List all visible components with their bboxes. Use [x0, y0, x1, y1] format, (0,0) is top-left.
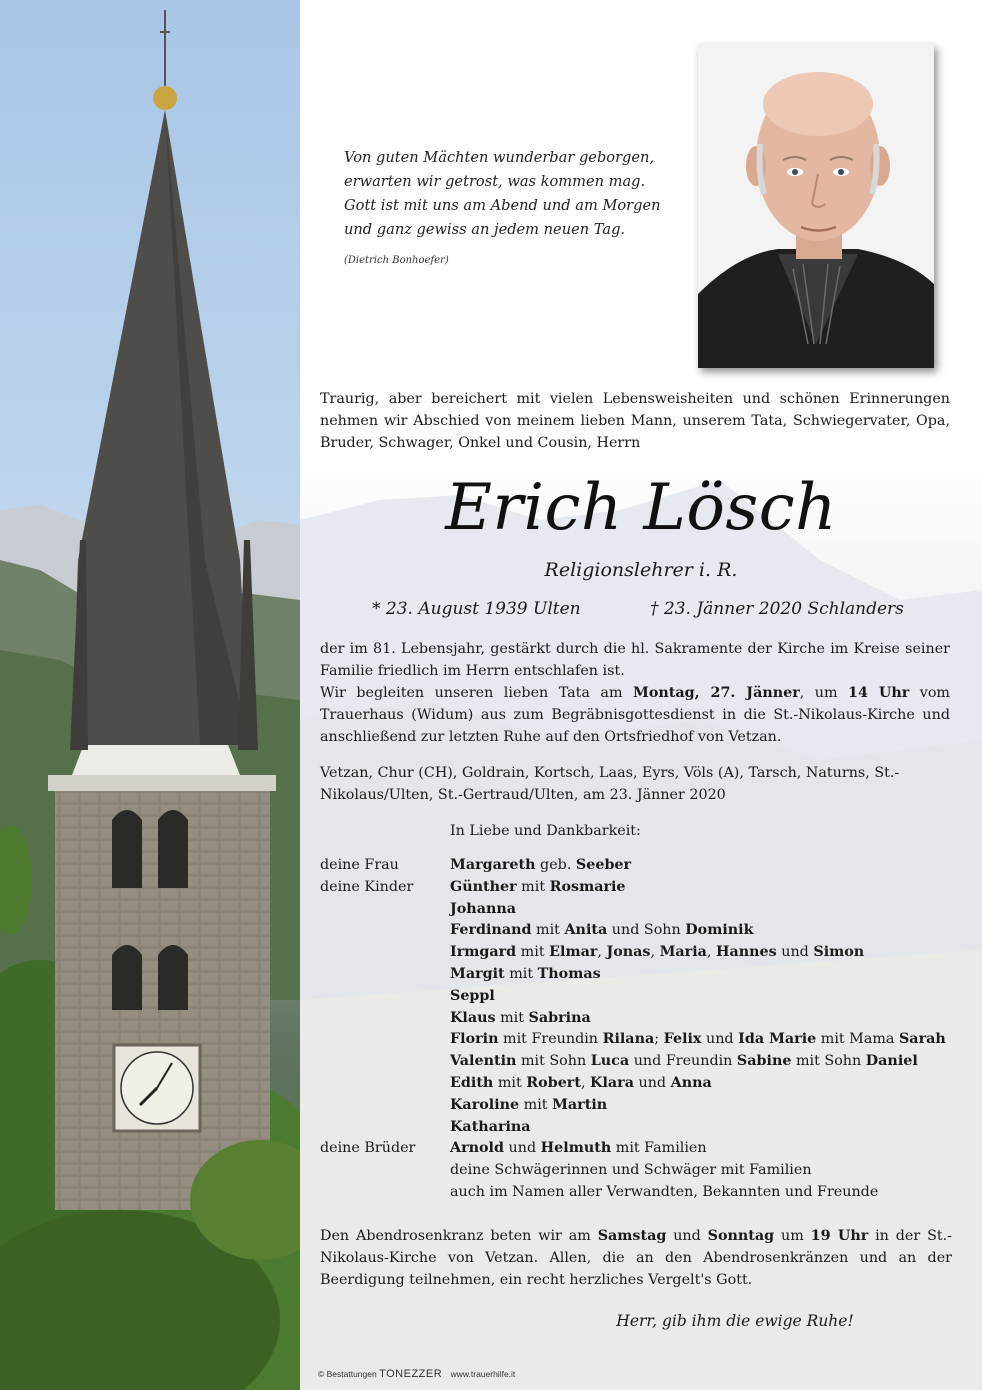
connector: ; — [654, 1031, 664, 1048]
relative-row — [320, 920, 960, 942]
relative-label-empty — [320, 964, 450, 986]
relative-names — [450, 1073, 960, 1095]
relative-row — [320, 986, 960, 1008]
website-url: www.trauerhilfe.it — [450, 1369, 516, 1379]
death-date: † 23. Jänner 2020 Schlanders — [650, 599, 904, 619]
relative-row — [320, 1160, 960, 1182]
name: Thomas — [537, 965, 601, 982]
name: Sabrina — [528, 1009, 591, 1026]
name: Simon — [813, 944, 865, 961]
relative-row — [320, 1182, 960, 1204]
name: Luca — [590, 1053, 630, 1070]
name: Rosmarie — [549, 878, 626, 895]
connector: , — [580, 1074, 591, 1091]
closing-text: Den Abendrosenkranz beten wir am — [320, 1228, 598, 1244]
name: Klara — [590, 1074, 634, 1091]
connector: und Sohn — [607, 922, 686, 939]
name: Helmuth — [540, 1140, 612, 1157]
name: Elmar — [549, 944, 598, 961]
connector: mit — [519, 1096, 553, 1113]
quote-source: (Dietrich Bonhoefer) — [344, 255, 449, 266]
name: Katharina — [450, 1118, 531, 1135]
portrait-illustration — [698, 44, 934, 368]
name: Günther — [450, 878, 517, 895]
name: Margareth — [450, 857, 536, 873]
body-text-span: , um — [799, 685, 849, 701]
bible-quote — [344, 146, 684, 242]
name: Ida Marie — [738, 1031, 817, 1048]
name: Arnold — [450, 1140, 504, 1157]
name: Margit — [450, 965, 505, 982]
funeral-home-brand: TONEZZER — [379, 1368, 443, 1380]
connector: mit — [516, 878, 550, 895]
name: Hannes — [716, 944, 777, 961]
relative-names — [450, 964, 960, 986]
body-paragraph-1: der im 81. Lebensjahr, gestärkt durch die hl. Sakramente der Kirche im Kreise seiner Familie friedlich im Herrn entschlafen ist. — [320, 641, 950, 679]
places-and-date: Vetzan, Chur (CH), Goldrain, Kortsch, Laas, Eyrs, Völs (A), Tarsch, Naturns, St.-Nikolaus/Ulten, St.-Gertraud/Ulten, am 23. Jänner 2020 — [320, 765, 900, 803]
name: Robert — [526, 1074, 581, 1091]
deceased-title: Religionslehrer i. R. — [544, 559, 738, 581]
in-laws-line: deine Schwägerinnen und Schwäger mit Familien — [450, 1162, 812, 1179]
relative-label-empty — [320, 1182, 450, 1204]
relative-label-empty — [320, 899, 450, 921]
relative-row — [320, 964, 960, 986]
relative-label: deine Brüder — [320, 1140, 416, 1157]
name: Seppl — [450, 987, 495, 1004]
relative-row — [320, 1117, 960, 1139]
connector: geb. — [535, 857, 576, 873]
church-tower-illustration — [0, 0, 300, 1390]
name: Daniel — [865, 1053, 918, 1070]
connector: und — [633, 1074, 671, 1091]
birth-date: * 23. August 1939 Ulten — [372, 599, 581, 619]
relative-names — [450, 1138, 960, 1160]
relative-row — [320, 1073, 960, 1095]
body-text-span: Wir begleiten unseren lieben Tata am — [320, 685, 633, 701]
rosary-day-saturday: Samstag — [597, 1228, 667, 1244]
relative-row — [320, 1029, 960, 1051]
relative-label: deine Kinder — [320, 878, 414, 895]
relative-label-empty — [320, 1073, 450, 1095]
name: Sabine — [736, 1053, 792, 1070]
quote-line-1: Von guten Mächten wunderbar geborgen, — [344, 149, 655, 166]
connector: und Freundin — [629, 1053, 737, 1070]
quote-line-2: erwarten wir getrost, was kommen mag. — [344, 173, 646, 190]
relative-row — [320, 1138, 960, 1160]
name: Johanna — [450, 900, 517, 917]
relative-names — [450, 986, 960, 1008]
relative-label-empty — [320, 1117, 450, 1139]
closing-prayer: Herr, gib ihm die ewige Ruhe! — [616, 1312, 854, 1330]
relative-names — [450, 855, 960, 877]
connector: und — [776, 944, 814, 961]
connector: mit — [531, 922, 565, 939]
relative-row — [320, 1051, 960, 1073]
closing-paragraph — [320, 1225, 952, 1291]
relative-row — [320, 1095, 960, 1117]
connector: , — [650, 944, 660, 961]
gratitude-line: In Liebe und Dankbarkeit: — [450, 823, 641, 839]
relative-names — [450, 899, 960, 921]
name: Jonas — [606, 944, 651, 961]
connector: , — [706, 944, 716, 961]
relative-label-empty — [320, 1051, 450, 1073]
quote-line-3: Gott ist mit uns am Abend und am Morgen — [344, 197, 661, 214]
name: Irmgard — [450, 944, 517, 961]
connector: und — [701, 1031, 739, 1048]
funeral-time: 14 Uhr — [848, 685, 910, 701]
name: Seeber — [575, 857, 632, 873]
relative-label-empty — [320, 1095, 450, 1117]
footer — [318, 1368, 515, 1380]
relatives-list — [320, 855, 960, 1204]
relative-row — [320, 942, 960, 964]
funeral-day: Montag, 27. Jänner — [633, 685, 800, 701]
rosary-notice — [320, 1225, 952, 1291]
relative-label-empty — [320, 942, 450, 964]
name: Maria — [659, 944, 707, 961]
others-line: auch im Namen aller Verwandten, Bekannten und Freunde — [450, 1183, 879, 1200]
relative-names — [450, 1008, 960, 1030]
name: Sarah — [898, 1031, 946, 1048]
name: Karoline — [450, 1096, 520, 1113]
relative-row — [320, 855, 960, 877]
body-paragraph-2 — [320, 682, 950, 748]
deceased-name: Erich Lösch — [445, 471, 837, 545]
relative-label-empty — [320, 1160, 450, 1182]
relative-names — [450, 1117, 960, 1139]
intro-paragraph: Traurig, aber bereichert mit vielen Lebensweisheiten und schönen Erinnerungen nehmen wir Abschied von meinem lieben Mann, unserem Tata, Schwiegervater, Opa, Bruder, Schwager, Onkel und Cousin, Herrn — [320, 391, 950, 451]
rosary-time: 19 Uhr — [810, 1228, 869, 1244]
relative-label-empty — [320, 986, 450, 1008]
relative-row — [320, 1008, 960, 1030]
name: Rilana — [602, 1031, 655, 1048]
name: Edith — [450, 1074, 494, 1091]
relative-label-empty — [320, 1008, 450, 1030]
connector: mit Sohn — [791, 1053, 866, 1070]
name: Florin — [450, 1031, 499, 1048]
connector: mit Mama — [816, 1031, 899, 1048]
relative-names — [450, 942, 960, 964]
connector: mit — [516, 944, 550, 961]
relative-names — [450, 1095, 960, 1117]
relative-label-empty — [320, 1029, 450, 1051]
closing-text: um — [774, 1228, 811, 1244]
connector: , — [597, 944, 607, 961]
relative-names — [450, 1051, 960, 1073]
name: Martin — [552, 1096, 608, 1113]
name: Dominik — [685, 922, 754, 939]
name: Anna — [670, 1074, 712, 1091]
body-text-span: vom Trauerhaus (Widum) aus zum Begräbnisgottesdienst in die St.-Nikolaus-Kirche und anschließend zur letzten Ruhe auf den Ortsfriedhof von Vetzan. — [320, 685, 950, 745]
connector: mit — [495, 1009, 529, 1026]
relative-names — [450, 877, 960, 899]
name: Klaus — [450, 1009, 496, 1026]
copyright-text: © Bestattungen — [318, 1369, 377, 1379]
relative-row — [320, 899, 960, 921]
portrait-photo — [698, 44, 934, 368]
relative-names — [450, 1029, 960, 1051]
rosary-day-sunday: Sonntag — [707, 1228, 775, 1244]
name: Felix — [663, 1031, 702, 1048]
connector: mit — [493, 1074, 527, 1091]
closing-text: in der St.-Nikolaus-Kirche von Vetzan. Allen, die an den Abendrosenkränzen und an der Beerdigung teilnehmen, ein recht herzliches Vergelt's Gott. — [320, 1228, 952, 1288]
connector: und — [503, 1140, 541, 1157]
name: Anita — [564, 922, 608, 939]
church-photo — [0, 0, 300, 1390]
relative-label: deine Frau — [320, 857, 399, 873]
name: Ferdinand — [450, 922, 532, 939]
connector: mit Freundin — [498, 1031, 603, 1048]
relative-label-empty — [320, 920, 450, 942]
closing-text: und — [666, 1228, 708, 1244]
relative-names — [450, 920, 960, 942]
connector: mit — [504, 965, 538, 982]
name: Valentin — [450, 1053, 517, 1070]
connector: mit Sohn — [516, 1053, 591, 1070]
connector: mit Familien — [611, 1140, 707, 1157]
obituary-body — [320, 638, 950, 748]
relative-row — [320, 877, 960, 899]
quote-line-4: und ganz gewiss an jedem neuen Tag. — [344, 221, 626, 238]
